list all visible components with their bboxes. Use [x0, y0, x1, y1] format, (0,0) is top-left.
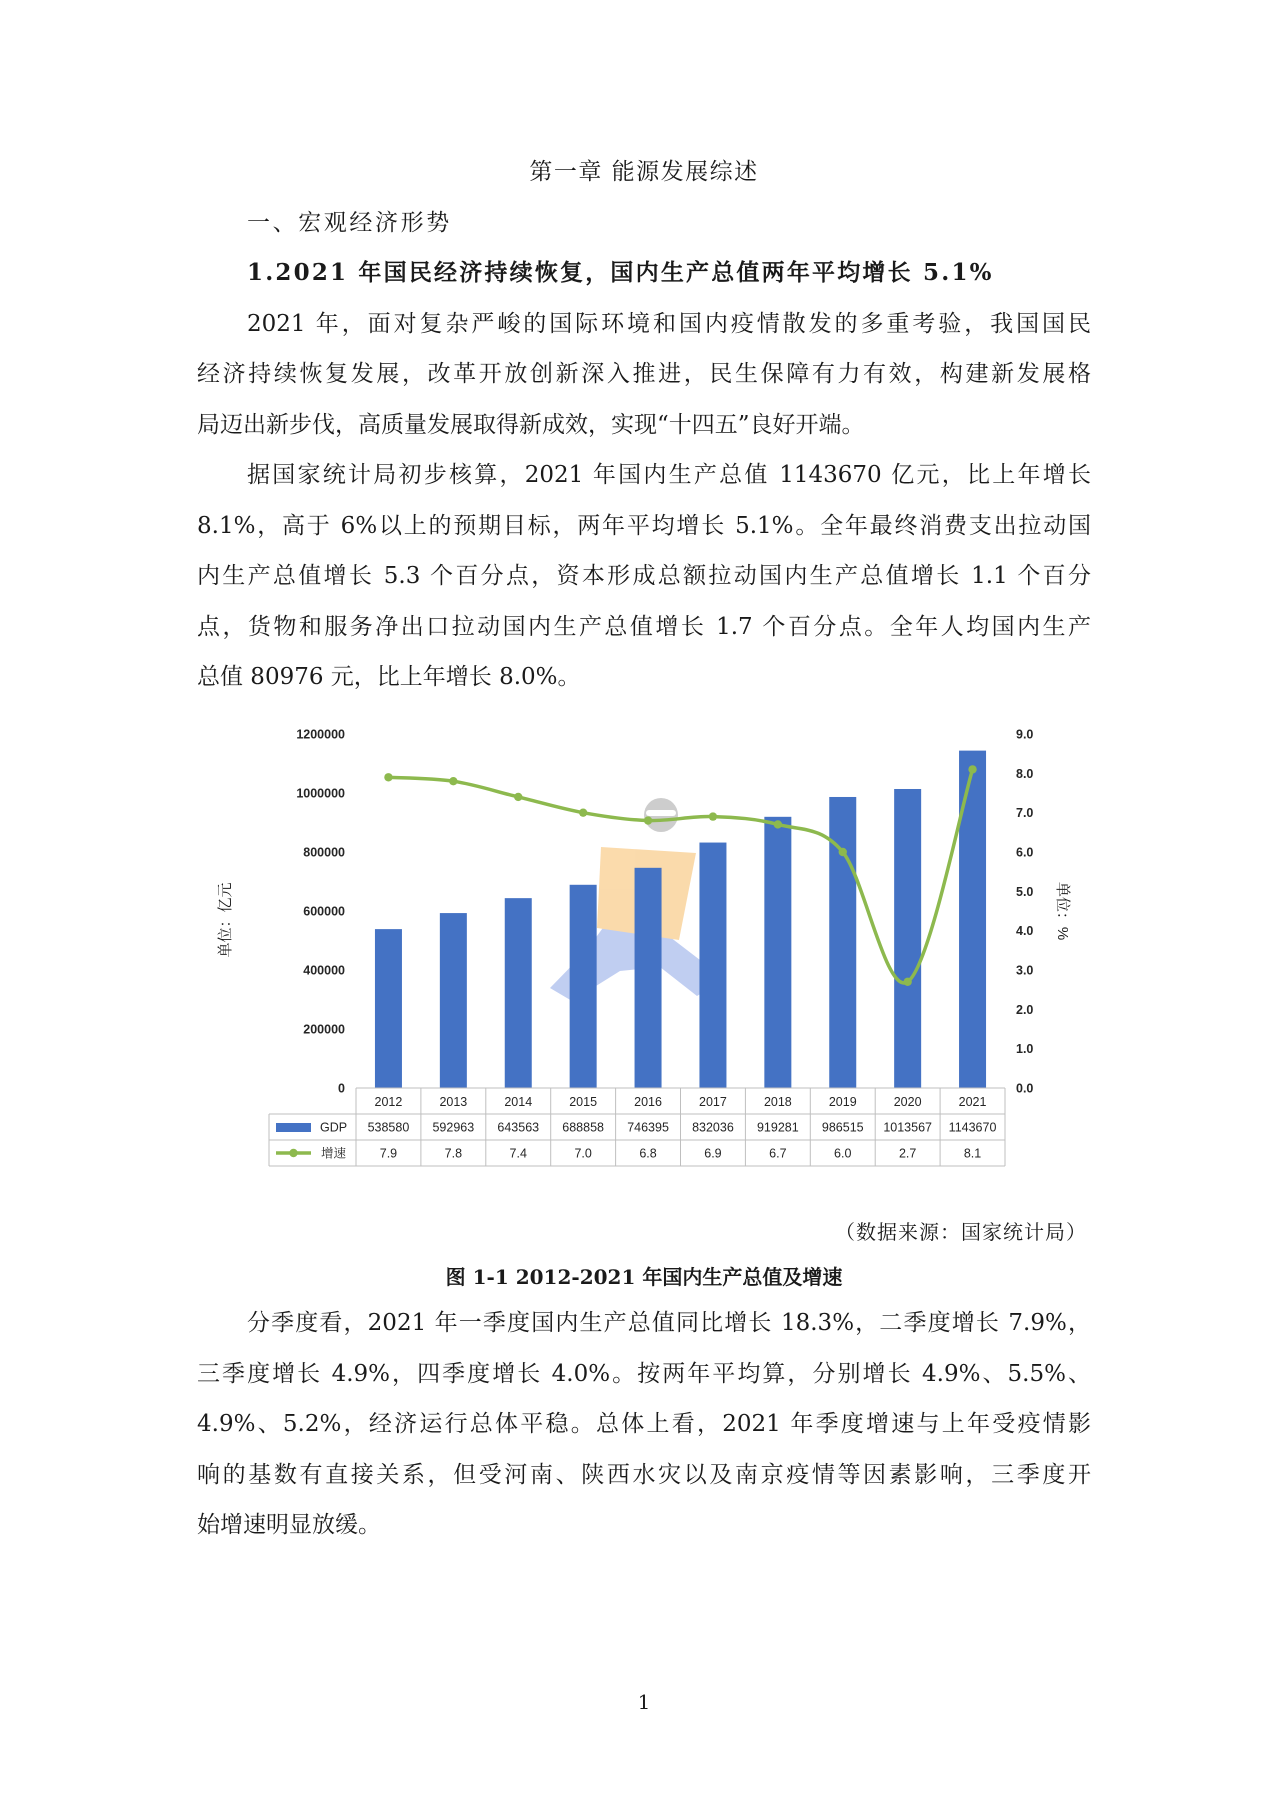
page-number: 1 — [637, 1690, 651, 1714]
gdp-bar — [505, 898, 532, 1088]
table-growth-cell: 7.9 — [379, 1146, 398, 1161]
gdp-bar — [440, 913, 467, 1088]
growth-point — [384, 773, 392, 781]
table-year-cell: 2013 — [439, 1095, 468, 1109]
paragraph-line: 分季度看，2021 年一季度国内生产总值同比增长 18.3%，二季度增长 7.9%， — [247, 1310, 1091, 1336]
y2-axis-title: 单位：% — [1054, 881, 1071, 941]
table-year-cell: 2012 — [374, 1095, 403, 1109]
table-growth-cell: 7.0 — [574, 1146, 592, 1161]
paragraph-line: 点，货物和服务净出口拉动国内生产总值增长 1.7 个百分点。全年人均国内生产 — [197, 613, 1091, 640]
table-growth-cell: 6.8 — [639, 1146, 657, 1161]
legend-growth-label: 增速 — [321, 1146, 347, 1161]
y2-axis-tick-label: 4.0 — [1016, 924, 1034, 939]
gdp-bar — [375, 929, 402, 1088]
y2-axis-tick-label: 6.0 — [1016, 845, 1034, 860]
table-year-cell: 2016 — [634, 1095, 662, 1109]
growth-point — [839, 848, 847, 856]
y-axis-title: 单位：亿元 — [217, 882, 234, 958]
legend-growth-marker — [289, 1149, 297, 1157]
paragraph-line: 经济持续恢复发展，改革开放创新深入推进，民生保障有力有效，构建新发展格 — [197, 361, 1091, 387]
legend-gdp-label: GDP — [320, 1120, 348, 1135]
table-growth-cell: 8.1 — [963, 1146, 982, 1161]
y2-axis-tick-label: 0.0 — [1016, 1081, 1034, 1096]
table-gdp-cell: 688858 — [562, 1120, 605, 1135]
table-growth-cell: 6.9 — [704, 1146, 722, 1161]
table-gdp-cell: 1143670 — [948, 1120, 997, 1135]
paragraph-line: 4.9%、5.2%，经济运行总体平稳。总体上看，2021 年季度增速与上年受疫情影 — [197, 1411, 1091, 1437]
paragraph-1 — [197, 299, 1091, 451]
y2-axis-tick-label: 8.0 — [1016, 766, 1034, 781]
paragraph-line: 8.1%，高于 6%以上的预期目标，两年平均增长 5.1%。全年最终消费支出拉动国 — [197, 512, 1091, 539]
growth-point — [903, 978, 911, 986]
figure-source: （数据来源：国家统计局） — [835, 1220, 1087, 1244]
paragraph-3 — [197, 1298, 1091, 1551]
y-axis-tick-label: 1000000 — [296, 786, 345, 801]
y-axis-tick-label: 800000 — [303, 845, 345, 860]
y2-axis-tick-label: 2.0 — [1016, 1002, 1034, 1017]
growth-point — [514, 793, 522, 801]
figure-caption: 图 1-1 2012-2021 年国内生产总值及增速 — [445, 1265, 843, 1289]
paragraph-line: 总值 80976 元，比上年增长 8.0%。 — [197, 664, 581, 690]
y2-axis-tick-label: 9.0 — [1016, 727, 1034, 742]
y-axis-tick-label: 200000 — [303, 1022, 345, 1037]
paragraph-line: 始增速明显放缓。 — [197, 1512, 381, 1538]
table-gdp-cell: 746395 — [627, 1120, 669, 1135]
y-axis-tick-label: 0 — [338, 1081, 345, 1096]
table-year-cell: 2021 — [958, 1095, 987, 1109]
gdp-bar — [570, 885, 597, 1088]
table-year-cell: 2020 — [893, 1095, 922, 1109]
gdp-bar — [699, 843, 726, 1088]
intro-text-block — [197, 147, 1091, 703]
gdp-growth-chart — [200, 715, 1100, 1185]
table-gdp-cell: 643563 — [497, 1120, 540, 1135]
growth-point — [709, 812, 717, 820]
paragraph-line: 三季度增长 4.9%，四季度增长 4.0%。按两年平均算，分别增长 4.9%、5.5%、 — [197, 1360, 1091, 1387]
table-growth-cell: 7.8 — [444, 1146, 463, 1161]
y2-axis-tick-label: 5.0 — [1016, 884, 1034, 899]
y-axis-tick-label: 1200000 — [296, 727, 345, 742]
growth-point — [968, 765, 976, 773]
table-gdp-cell: 919281 — [756, 1120, 799, 1135]
table-year-cell: 2014 — [504, 1095, 533, 1109]
growth-point — [449, 777, 457, 785]
table-year-cell: 2018 — [763, 1095, 792, 1109]
section-title: 一、宏观经济形势 — [247, 209, 452, 236]
table-year-cell: 2015 — [569, 1095, 598, 1109]
gdp-bar — [894, 789, 921, 1088]
legend-gdp-swatch — [276, 1123, 311, 1132]
gdp-bar — [635, 868, 662, 1088]
table-growth-cell: 7.4 — [509, 1146, 527, 1161]
paragraph-line: 2021 年，面对复杂严峻的国际环境和国内疫情散发的多重考验，我国国民 — [247, 310, 1091, 337]
y2-axis-tick-label: 1.0 — [1016, 1042, 1034, 1057]
paragraph-2 — [197, 450, 1091, 703]
paragraph-line: 局迈出新步伐，高质量发展取得新成效，实现“十四五”良好开端。 — [197, 411, 865, 438]
gdp-bar — [764, 817, 791, 1088]
y-axis-tick-label: 600000 — [303, 904, 345, 919]
table-gdp-cell: 592963 — [432, 1120, 475, 1135]
table-gdp-cell: 1013567 — [883, 1120, 932, 1135]
paragraph-line: 据国家统计局初步核算，2021 年国内生产总值 1143670 亿元，比上年增长 — [247, 462, 1091, 488]
table-growth-cell: 6.7 — [769, 1146, 787, 1161]
y2-axis-tick-label: 3.0 — [1016, 963, 1034, 978]
chapter-title: 第一章 能源发展综述 — [529, 159, 759, 185]
table-growth-cell: 6.0 — [834, 1146, 852, 1161]
table-year-cell: 2019 — [828, 1095, 857, 1109]
growth-point — [774, 820, 782, 828]
table-gdp-cell: 986515 — [821, 1120, 864, 1135]
table-gdp-cell: 832036 — [692, 1120, 734, 1135]
growth-point — [644, 816, 652, 824]
watermark-glasses — [646, 810, 676, 816]
table-gdp-cell: 538580 — [367, 1120, 410, 1135]
growth-point — [579, 808, 587, 816]
paragraph-line: 响的基数有直接关系，但受河南、陕西水灾以及南京疫情等因素影响，三季度开 — [197, 1461, 1091, 1488]
subheading: 1.2021 年国民经济持续恢复，国内生产总值两年平均增长 5.1% — [247, 259, 994, 286]
table-year-cell: 2017 — [699, 1095, 727, 1109]
table-growth-cell: 2.7 — [898, 1146, 917, 1161]
paragraph-line: 内生产总值增长 5.3 个百分点，资本形成总额拉动国内生产总值增长 1.1 个百分 — [197, 563, 1091, 589]
y2-axis-tick-label: 7.0 — [1016, 806, 1034, 821]
y-axis-tick-label: 400000 — [303, 963, 345, 978]
quarterly-text-block — [197, 1298, 1091, 1551]
